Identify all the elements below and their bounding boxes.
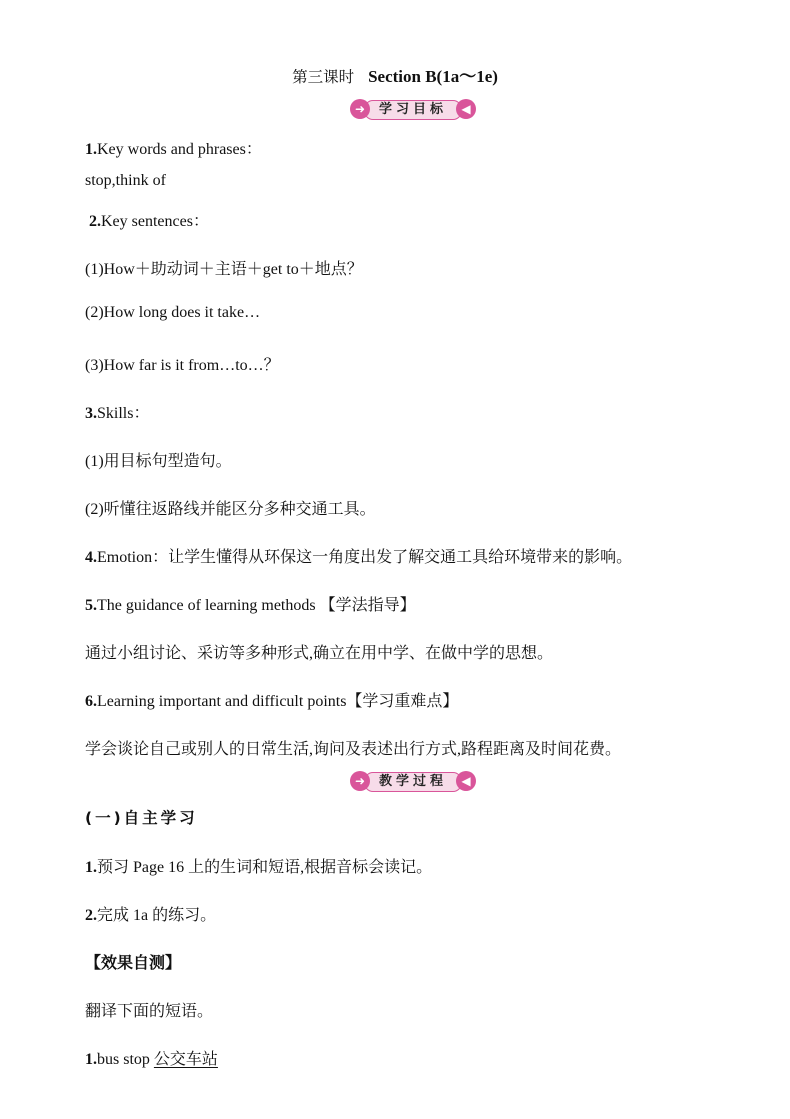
self-test-heading: 【效果自测】 — [85, 955, 182, 972]
item-number: 2. — [89, 213, 101, 230]
learning-goals-banner — [350, 99, 476, 119]
skill-2: (2)听懂往返路线并能区分多种交通工具。 — [85, 501, 376, 518]
lesson-title-cn: 第三课时 — [292, 68, 355, 86]
sentence-1: (1)How＋助动词＋主语＋get to＋地点？ — [85, 261, 363, 278]
objective-5 — [85, 592, 416, 615]
self-test-instruction: 翻译下面的短语。 — [85, 1003, 214, 1020]
lesson-title-en: Section B(1a～1e) — [368, 67, 498, 86]
process-item-2 — [85, 902, 216, 925]
arrow-right-icon: ➜ — [350, 771, 370, 791]
item-text: The guidance of learning methods 【学法指导】 — [97, 597, 416, 614]
item-number: 1. — [85, 859, 97, 876]
question-1 — [85, 1046, 218, 1069]
skill-1: (1)用目标句型造句。 — [85, 453, 232, 470]
banner-label: 学习目标 — [378, 102, 447, 117]
item-number: 5. — [85, 597, 97, 614]
item-text: 预习 Page 16 上的生词和短语,根据音标会读记。 — [97, 859, 433, 876]
item-text: 完成 1a 的练习。 — [97, 907, 217, 924]
item-text: Skills： — [97, 405, 150, 422]
item-number: 4. — [85, 549, 97, 566]
section-heading: (一)自主学习 — [85, 809, 198, 827]
item-number: 3. — [85, 405, 97, 422]
objective-6-body: 学会谈论自己或别人的日常生活,询问及表述出行方式,路程距离及时间花费。 — [85, 741, 622, 758]
arrow-left-icon: ◀ — [456, 99, 476, 119]
process-item-1 — [85, 854, 432, 877]
objective-6 — [85, 688, 458, 711]
answer-text: 公交车站 — [153, 1051, 218, 1068]
arrow-right-icon: ➜ — [350, 99, 370, 119]
lesson-title — [0, 62, 790, 87]
item-number: 6. — [85, 693, 97, 710]
objective-4 — [85, 544, 632, 567]
item-text: Key words and phrases： — [97, 141, 262, 158]
item-number: 2. — [85, 907, 97, 924]
objective-1 — [85, 136, 262, 159]
objective-2 — [89, 208, 209, 231]
teaching-process-banner — [350, 771, 476, 791]
item-text: Key sentences： — [101, 213, 209, 230]
arrow-left-icon: ◀ — [456, 771, 476, 791]
item-number: 1. — [85, 1051, 97, 1068]
banner-label: 教学过程 — [378, 774, 447, 789]
item-text: bus stop — [97, 1051, 154, 1068]
sentence-3: (3)How far is it from…to…？ — [85, 357, 280, 374]
objective-1-words: stop,think of — [85, 172, 166, 189]
item-text: Emotion：让学生懂得从环保这一角度出发了解交通工具给环境带来的影响。 — [97, 549, 633, 566]
item-number: 1. — [85, 141, 97, 158]
objective-3 — [85, 400, 149, 423]
item-text: Learning important and difficult points【学习重难点】 — [97, 693, 459, 710]
sentence-2: (2)How long does it take… — [85, 304, 261, 321]
objective-5-body: 通过小组讨论、采访等多种形式,确立在用中学、在做中学的思想。 — [85, 645, 554, 662]
